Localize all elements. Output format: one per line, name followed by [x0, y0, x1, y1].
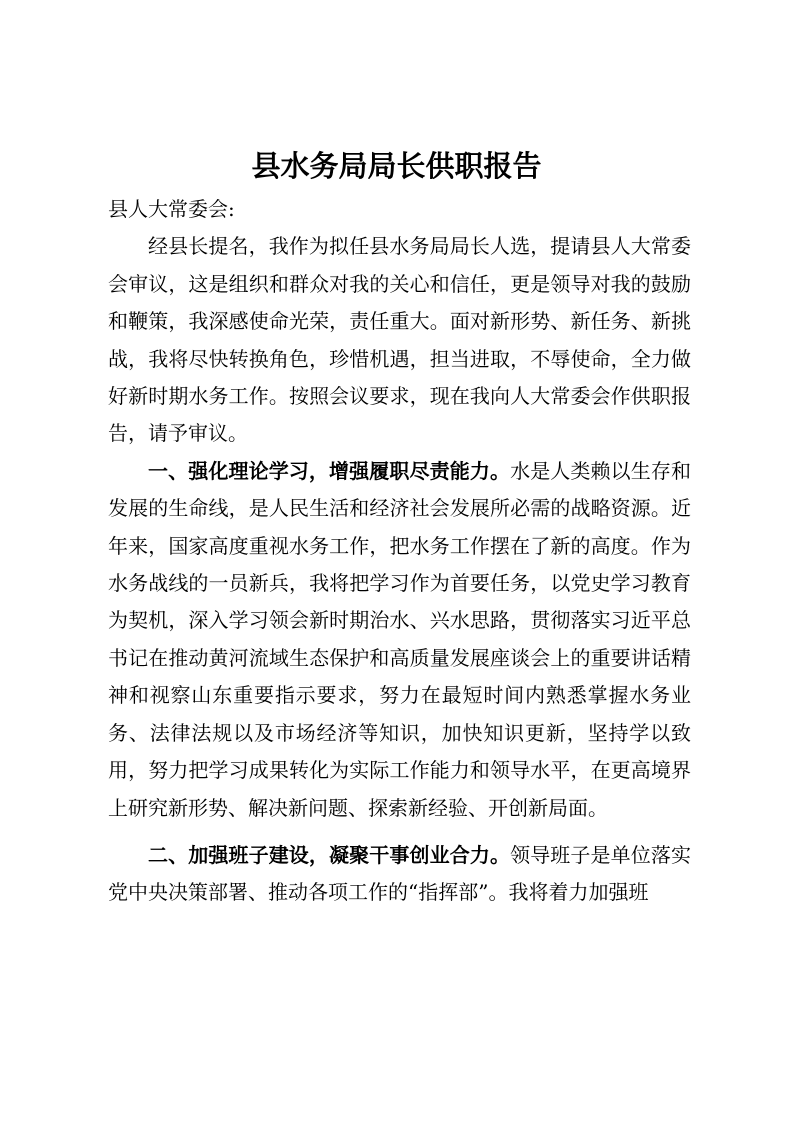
- section-2-paragraph: [108, 837, 691, 912]
- document-title: 县水务局局长供职报告: [251, 149, 542, 183]
- section-2-text: 领导班子是单位落实党中央决策部署、推动各项工作的“指挥部”。我将着力加强班: [108, 842, 692, 905]
- section-1-heading: 一、强化理论学习，增强履职尽责能力。: [148, 458, 511, 483]
- section-1-text: 水是人类赖以生存和发展的生命线，是人民生活和经济社会发展所必需的战略资源。近年来，国家高度重视水务工作，把水务工作摆在了新的高度。作为水务战线的一员新兵，我将把学习作为首要任务，以党史学习教育为契机，深入学习领会新时期治水、兴水思路，贯彻落实习近平总书记在推动黄河流域生态保护和高质量发展座谈会上的重要讲话精神和视察山东重要指示要求，努力在最短时间内熟悉掌握水务业务、法律法规以及市场经济等知识，加快知识更新，坚持学以致用，努力把学习成果转化为实际工作能力和领导水平，在更高境界上研究新形势、解决新问题、探索新经验、开创新局面。: [108, 458, 692, 820]
- salutation: 县人大常委会:: [108, 197, 235, 221]
- intro-paragraph: 经县长提名，我作为拟任县水务局局长人选，提请县人大常委会审议，这是组织和群众对我的关心和信任，更是领导对我的鼓励和鞭策，我深感使命光荣，责任重大。面对新形势、新任务、新挑战，我将尽快转换角色，珍惜机遇，担当进取，不辱使命，全力做好新时期水务工作。按照会议要求，现在我向人大常委会作供职报告，请予审议。: [108, 234, 691, 446]
- section-1-paragraph: [108, 453, 691, 827]
- document-body: [108, 191, 691, 912]
- section-2-heading: 二、加强班子建设，凝聚干事创业合力。: [148, 842, 511, 867]
